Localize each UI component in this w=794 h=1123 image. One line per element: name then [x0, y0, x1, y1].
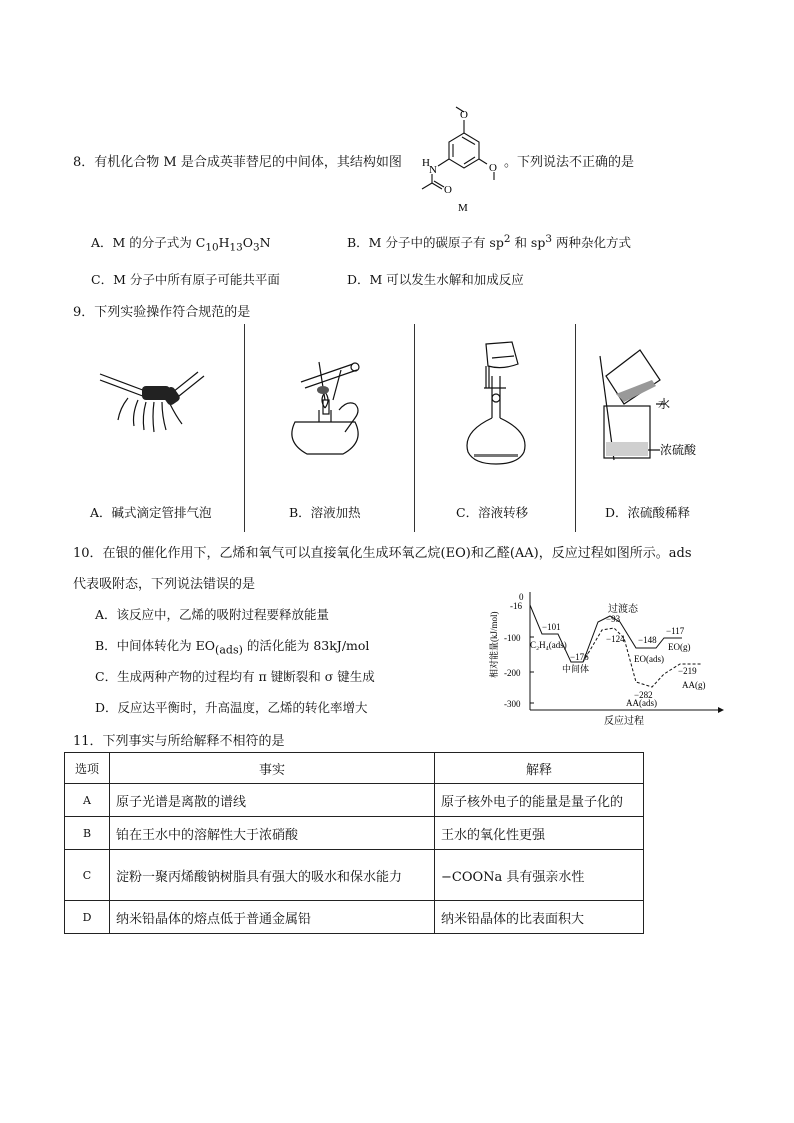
- energy-value-label: −219: [678, 666, 697, 676]
- row-option: C: [65, 850, 110, 901]
- transition-state-label: 过渡态: [608, 604, 638, 615]
- table-row[interactable]: [65, 850, 644, 901]
- energy-state-label: 中间体: [562, 664, 590, 674]
- q9-stem: 9．下列实验操作符合规范的是: [73, 305, 251, 320]
- flask-liquid: [474, 454, 518, 457]
- table-row[interactable]: [65, 817, 644, 850]
- y-tick-16: -16: [510, 601, 522, 611]
- label-acid: 浓硫酸: [660, 443, 697, 457]
- energy-value-label: −117: [666, 626, 685, 636]
- energy-state-label: AA(ads): [626, 698, 657, 708]
- energy-value-label: −93: [606, 614, 621, 624]
- atom-o-top: O: [460, 109, 468, 121]
- y-tick-100: -100: [504, 633, 521, 643]
- row-fact: 原子光谱是离散的谱线: [110, 784, 435, 817]
- row-fact: 铂在王水中的溶解性大于浓硝酸: [110, 817, 435, 850]
- q8-option-c[interactable]: C．M 分子中所有原子可能共平面: [91, 272, 280, 287]
- q8-option-b[interactable]: B．M 分子中的碳原子有 $sp^2$ 和 $sp^3$ 两种杂化方式: [347, 233, 631, 251]
- energy-state-label: EO(ads): [634, 654, 664, 664]
- energy-state-label: AA(g): [682, 680, 706, 690]
- q10-option-a[interactable]: A．该反应中，乙烯的吸附过程要释放能量: [95, 607, 330, 622]
- row-fact: 纳米铅晶体的熔点低于普通金属铅: [110, 901, 435, 934]
- flask-illustration: [460, 340, 540, 468]
- q8-stem-after: 。下列说法不正确的是: [504, 155, 635, 170]
- row-explanation: 纳米铅晶体的比表面积大: [435, 901, 644, 934]
- row-explanation: 原子核外电子的能量是量子化的: [435, 784, 644, 817]
- y-tick-200: -200: [504, 668, 521, 678]
- y-axis-label: 相对能量(kJ/mol): [489, 611, 499, 678]
- energy-value-label: −148: [638, 635, 657, 645]
- x-axis-arrow: [718, 707, 724, 713]
- heating-illustration: [283, 352, 383, 462]
- q10-option-d[interactable]: D．反应达平衡时，升高温度，乙烯的转化率增大: [95, 700, 368, 715]
- q11-stem: 11．下列事实与所给解释不相符的是: [73, 734, 285, 749]
- table-header-row: [65, 753, 644, 784]
- label-water: 水: [658, 397, 671, 411]
- dilution-illustration: [594, 346, 714, 468]
- table-row[interactable]: [65, 901, 644, 934]
- q10-option-b[interactable]: B．中间体转化为 $EO_{(ads)}$ 的活化能为 83kJ/mol: [95, 638, 370, 657]
- burette-illustration: [98, 362, 218, 444]
- energy-profile-chart: [486, 590, 724, 728]
- energy-value-label: −282: [634, 690, 653, 700]
- molecule-m-structure: [412, 106, 512, 214]
- energy-value-label: −101: [542, 622, 561, 632]
- row-option: D: [65, 901, 110, 934]
- atom-o-carbonyl: O: [444, 184, 452, 196]
- q8-stem-before: 8．有机化合物 M 是合成英菲替尼的中间体，其结构如图: [73, 155, 402, 170]
- energy-value-label: −124: [606, 634, 625, 644]
- q11-table: [64, 752, 644, 934]
- q9-caption-d[interactable]: D．浓硫酸稀释: [605, 505, 691, 520]
- beaker-acid: [606, 442, 648, 456]
- beaker-water: [616, 380, 656, 402]
- row-option: B: [65, 817, 110, 850]
- energy-state-label: C₂H₄(ads): [530, 640, 567, 650]
- y-tick-0: 0: [519, 592, 524, 602]
- q9-divider-2: [414, 324, 415, 532]
- q8-option-d[interactable]: D．M 可以发生水解和加成反应: [347, 272, 524, 287]
- table-row[interactable]: [65, 784, 644, 817]
- tube-liquid: [317, 386, 329, 394]
- row-option: A: [65, 784, 110, 817]
- q8-stem: [73, 151, 402, 170]
- q10-stem-line2: 代表吸附态，下列说法错误的是: [73, 577, 256, 592]
- y-tick-300: -300: [504, 699, 521, 709]
- row-fact: 淀粉一聚丙烯酸钠树脂具有强大的吸水和保水能力: [110, 850, 435, 901]
- header-fact: 事实: [110, 753, 435, 784]
- atom-o-right: O: [489, 162, 497, 174]
- q9-caption-b[interactable]: B．溶液加热: [289, 505, 361, 520]
- row-explanation: −COONa 具有强亲水性: [435, 850, 644, 901]
- header-option: 选项: [65, 753, 110, 784]
- q8-option-a[interactable]: A．M 的分子式为 $C_{10}H_{13}O_3N$: [91, 235, 271, 254]
- atom-h: H: [422, 157, 430, 169]
- q10-option-c[interactable]: C．生成两种产物的过程均有 π 键断裂和 σ 键生成: [95, 669, 375, 684]
- header-explanation: 解释: [435, 753, 644, 784]
- row-explanation: 王水的氧化性更强: [435, 817, 644, 850]
- energy-value-label: −176: [570, 652, 589, 662]
- x-axis-label: 反应过程: [604, 716, 644, 727]
- q9-caption-c[interactable]: C．溶液转移: [456, 505, 529, 520]
- molecule-label: M: [458, 202, 468, 214]
- energy-state-label: EO(g): [668, 642, 691, 652]
- q9-divider-3: [575, 324, 576, 532]
- q9-caption-a[interactable]: A．碱式滴定管排气泡: [90, 505, 212, 520]
- q10-stem-line1: 10．在银的催化作用下，乙烯和氧气可以直接氧化生成环氧乙烷(EO)和乙醛(AA)，反应过程如图所示。ads: [73, 546, 692, 561]
- q9-divider-1: [244, 324, 245, 532]
- atom-n: N: [429, 164, 437, 176]
